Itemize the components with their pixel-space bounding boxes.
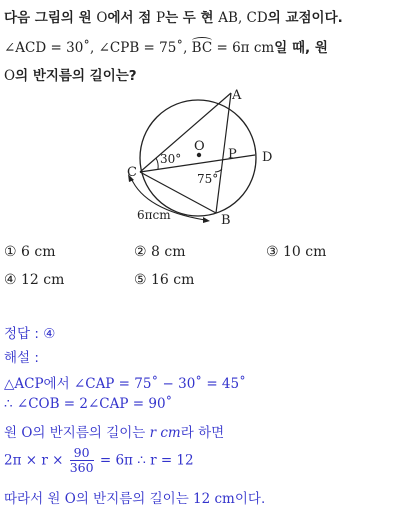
fraction-90-360 <box>70 446 94 475</box>
point-O: O <box>64 491 76 507</box>
option-1[interactable]: ① 6 cm <box>4 244 56 260</box>
question-text: 의 반지름의 길이는? <box>15 68 137 84</box>
question-text: 의 교점이다. <box>267 10 343 26</box>
arc-length-label: 6πcm <box>137 208 171 222</box>
explanation-label: 해설 : <box>4 350 39 366</box>
question-text: 다음 그림의 원 <box>4 10 97 26</box>
arc-BC: BC <box>191 40 213 56</box>
solution-text: 의 반지름의 길이는 <box>75 491 194 507</box>
solution-text: 에서 <box>43 376 74 392</box>
solution-line-4 <box>4 446 194 475</box>
arc-length: = 6π cm <box>212 40 275 56</box>
label-B: B <box>221 213 231 228</box>
solution-line-2 <box>4 396 172 412</box>
angle-label-30: 30° <box>160 152 182 166</box>
circle-figure <box>0 0 400 235</box>
question-text: 에서 점 <box>107 10 156 26</box>
radius-answer: 12 cm <box>193 491 235 507</box>
angle-label-75: 75° <box>197 172 219 186</box>
solution-line-5 <box>4 487 265 507</box>
point-O: O <box>96 10 108 26</box>
radius-variable: r cm <box>149 425 181 441</box>
solution-text: 원 <box>4 425 22 441</box>
arrow-head-b <box>203 217 210 223</box>
label-P: P <box>228 147 237 162</box>
equation-left: 2π × r × <box>4 452 68 469</box>
point-O: O <box>21 425 33 441</box>
solution-line-1 <box>4 372 246 392</box>
question-text: 일 때, 원 <box>274 40 328 56</box>
chords-AB-CD: AB, CD <box>218 10 268 26</box>
equation-right: = 6π ∴ r = 12 <box>95 452 194 469</box>
fraction-numerator: 90 <box>70 446 94 461</box>
point-O: O <box>4 68 16 84</box>
solution-text: 이다. <box>234 491 266 507</box>
label-A: A <box>232 88 242 103</box>
option-5[interactable]: ⑤ 16 cm <box>134 272 195 288</box>
option-4[interactable]: ④ 12 cm <box>4 272 65 288</box>
solution-line-3 <box>4 421 224 441</box>
question-text: 는 두 현 <box>165 10 219 26</box>
answer-label: 정답 : <box>4 326 44 342</box>
angle-COB-calc: ∴ ∠COB = 2∠CAP = 90˚ <box>4 396 173 412</box>
solution-text: 의 반지름의 길이는 <box>32 425 150 441</box>
triangle-ACP: △ACP <box>4 376 44 392</box>
answer-value: ④ <box>43 326 56 342</box>
solution-text: 따라서 원 <box>4 491 65 507</box>
option-3[interactable]: ③ 10 cm <box>266 244 327 260</box>
fraction-denominator: 360 <box>69 460 94 475</box>
option-2[interactable]: ② 8 cm <box>134 244 186 260</box>
solution-text: 라 하면 <box>180 425 225 441</box>
angle-CAP-calc: ∠CAP = 75˚ − 30˚ = 45˚ <box>73 376 246 392</box>
label-C: C <box>127 165 137 180</box>
label-O: O <box>194 139 205 154</box>
label-D: D <box>262 150 273 165</box>
angle-arc-30 <box>156 158 158 169</box>
given-angles: ∠ACD = 30˚, ∠CPB = 75˚, <box>4 40 192 56</box>
point-P: P <box>155 10 166 26</box>
answer-line <box>4 322 55 342</box>
